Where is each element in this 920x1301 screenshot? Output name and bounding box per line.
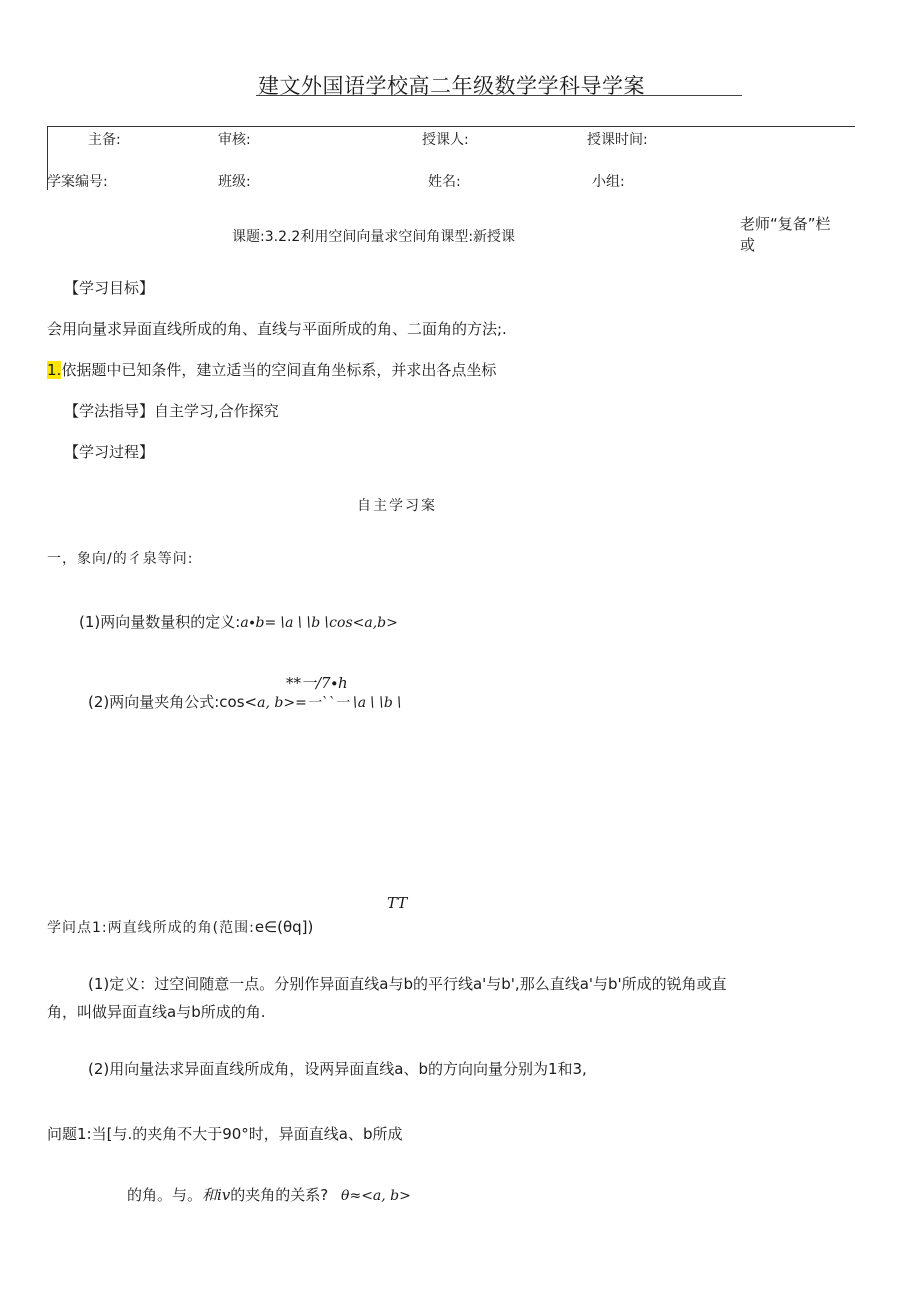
vector-method-text: (2)用向量法求异面直线所成角，设两异面直线a、b的方向向量分别为1和3, xyxy=(88,1060,587,1078)
angle-formula-label: (2)两向量夹角公式:cos< xyxy=(88,693,258,711)
self-study-title: 自主学习案 xyxy=(357,498,437,514)
dot-product-label: (1)两向量数量积的定义: xyxy=(79,613,241,631)
section-one-heading: 一，象向/的彳泉等问: xyxy=(47,551,194,567)
knowledge-point-1-range: e∈(θq]) xyxy=(254,918,314,936)
header-top-rule xyxy=(47,126,855,127)
header-name-label: 姓名: xyxy=(428,174,461,190)
goal-item-number: 1. xyxy=(47,361,62,379)
question-1-part-b: 和ⅳ xyxy=(202,1186,231,1204)
angle-formula-expression: a, b>=一``一∖a∖∖b∖ xyxy=(257,695,402,711)
process-heading: 【学习过程】 xyxy=(64,443,155,461)
dot-product-formula: a∙b=∖a∖∖b∖cos<a,b> xyxy=(240,615,398,631)
header-chief-label: 主备: xyxy=(88,132,121,148)
header-case-no-label: 学案编号: xyxy=(47,174,108,190)
method-heading: 【学法指导】自主学习,合作探究 xyxy=(64,402,279,420)
pi-mark: TT xyxy=(387,894,408,912)
goal-item-1 xyxy=(47,359,496,380)
header-time-label: 授课时间: xyxy=(587,132,648,148)
question-1-continuation xyxy=(127,1184,411,1205)
header-reviewer-label: 审核: xyxy=(218,132,251,148)
page-title: 建文外国语学校高二年级数学学科导学案 xyxy=(258,74,645,98)
teacher-notes-column-label: 老师“复备”栏 xyxy=(740,215,831,233)
question-1: 问题1:当[与.的夹角不大于90°时，异面直线a、b所成 xyxy=(47,1125,403,1143)
knowledge-point-1-label: 学问点1:两直线所成的角(范围: xyxy=(47,920,255,936)
title-underline xyxy=(256,95,742,96)
angle-formula-numerator: **一/7∙h xyxy=(286,674,348,692)
skew-lines-definition-line2: 角，叫做异面直线a与b所成的角. xyxy=(47,1003,266,1021)
angle-formula xyxy=(88,691,402,712)
question-1-formula: θ≈<a, b> xyxy=(341,1188,411,1204)
header-group-label: 小组: xyxy=(592,174,625,190)
question-1-part-a: 的角。与。 xyxy=(127,1186,203,1204)
dot-product-definition xyxy=(79,611,398,632)
question-1-part-c: 的夹角的关系? xyxy=(230,1186,329,1204)
teacher-notes-column-label-cont: 或 xyxy=(740,236,756,254)
goals-text: 会用向量求异面直线所成的角、直线与平面所成的角、二面角的方法;. xyxy=(47,320,507,338)
header-teacher-label: 授课人: xyxy=(422,132,469,148)
skew-lines-definition-line1: (1)定义：过空间随意一点。分别作异面直线a与b的平行线a'与b',那么直线a'与b'所成的锐角或直 xyxy=(88,975,727,993)
header-class-label: 班级: xyxy=(218,174,251,190)
goal-item-text: 依据题中已知条件，建立适当的空间直角坐标系，并求出各点坐标 xyxy=(61,361,497,379)
knowledge-point-1 xyxy=(47,917,313,937)
goals-heading: 【学习目标】 xyxy=(64,279,155,297)
lesson-topic: 课题:3.2.2利用空间向量求空间角课型:新授课 xyxy=(232,229,516,245)
